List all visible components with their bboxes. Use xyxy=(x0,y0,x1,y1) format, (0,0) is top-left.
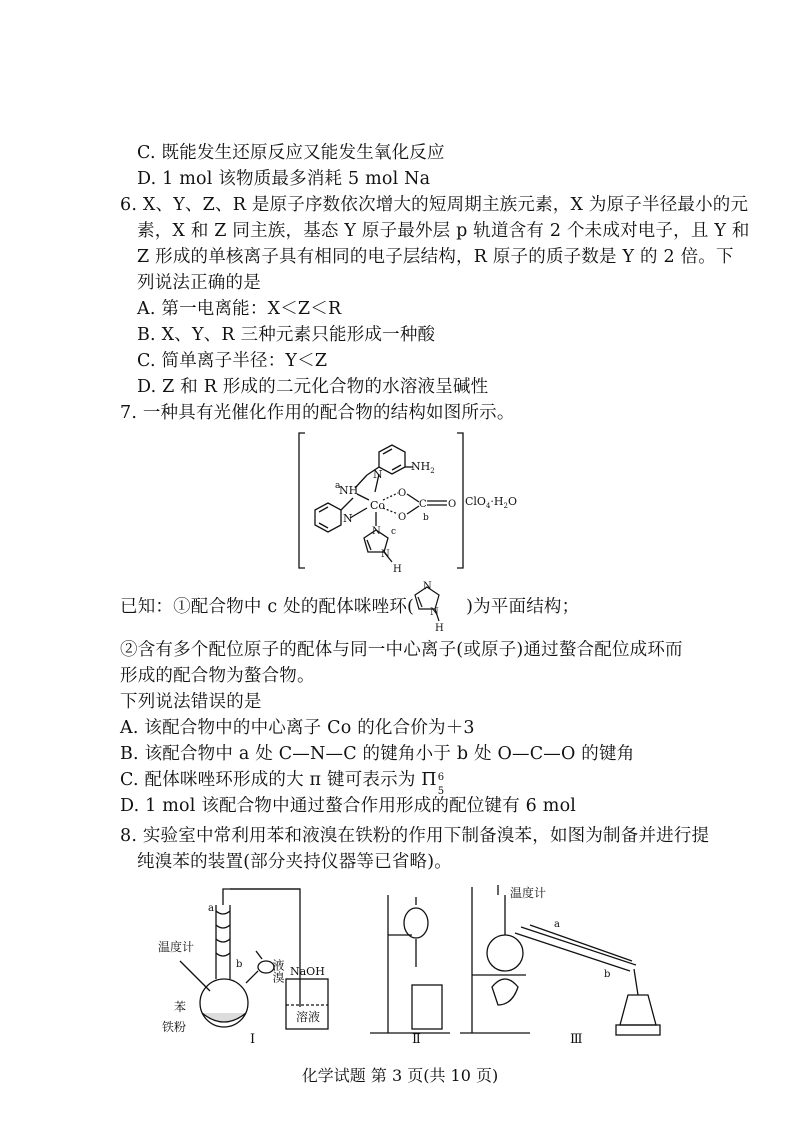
option-7a: A. 该配合物中的中心离子 Co 的化合价为＋3 xyxy=(120,718,475,738)
question-7-prompt: 下列说法错误的是 xyxy=(120,692,262,712)
imidazole-n-bottom: N xyxy=(381,549,390,560)
thermometer-label-III: 温度计 xyxy=(510,886,547,900)
option-6a: A. 第一电离能：X＜Z＜R xyxy=(137,299,342,319)
page-footer: 化学试题 第 3 页(共 10 页) xyxy=(301,1066,499,1085)
known-condition-2b: 形成的配合物为螯合物。 xyxy=(120,666,315,686)
apparatus-III-label: Ⅲ xyxy=(570,1032,583,1047)
label-b-I: b xyxy=(236,959,243,970)
question-6-line-2: 素，X 和 Z 同主族，基态 Y 原子最外层 p 轨道含有 2 个未成对电子，且 Y 和 xyxy=(137,221,750,241)
question-8-line-1: 8. 实验室中常利用苯和液溴在铁粉的作用下制备溴苯，如图为制备并进行提 xyxy=(120,826,710,846)
oxygen-bottom: O xyxy=(398,512,407,523)
imidazole-h: H xyxy=(435,623,444,633)
label-a-III: a xyxy=(554,919,560,930)
thermometer-label-I: 温度计 xyxy=(158,940,195,954)
imidazole-n-bottom: N xyxy=(430,607,439,618)
option-6d: D. Z 和 R 形成的二元化合物的水溶液呈碱性 xyxy=(137,377,489,397)
option-7b: B. 该配合物中 a 处 C—N—C 的键角小于 b 处 O—C—O 的键角 xyxy=(120,744,635,764)
option-5c: C. 既能发生还原反应又能发生氧化反应 xyxy=(137,143,445,163)
question-7-line-1: 7. 一种具有光催化作用的配合物的结构如图所示。 xyxy=(120,403,515,423)
imidazole-inline-figure xyxy=(405,575,455,633)
iron-powder-label: 铁粉 xyxy=(162,1020,187,1034)
label-b: b xyxy=(423,513,429,523)
question-6-line-4: 列说法正确的是 xyxy=(137,273,261,293)
imidazole-n-top: N xyxy=(372,526,381,537)
question-8-line-2: 纯溴苯的装置(部分夹持仪器等已省略)。 xyxy=(137,852,452,872)
known-condition-2: ②含有多个配位原子的配体与同一中心离子(或原子)通过螯合配位成环而 xyxy=(120,640,683,660)
label-c: c xyxy=(391,527,397,537)
counter-ion: $ClO_4\cdot H_2O$ xyxy=(465,495,518,510)
option-6c: C. 简单离子半径：Y＜Z xyxy=(137,351,328,371)
question-6-line-3: Z 形成的单核离子具有相同的电子层结构，R 原子的质子数是 Y 的 2 倍。下 xyxy=(137,247,734,267)
complex-structure-figure xyxy=(295,430,555,580)
nh2-label: $NH_2$ xyxy=(411,460,435,475)
option-7d: D. 1 mol 该配合物中通过螯合作用形成的配位键有 6 mol xyxy=(120,796,577,816)
apparatus-II-label: Ⅱ xyxy=(412,1032,421,1047)
cobalt-label: Co xyxy=(370,499,386,512)
naoh-label: NaOH xyxy=(290,965,325,978)
pyridine-n-left: N xyxy=(343,512,353,525)
question-6-line-1: 6. X、Y、Z、R 是原子序数依次增大的短周期主族元素，X 为原子半径最小的元 xyxy=(120,195,749,215)
solution-label: 溶液 xyxy=(296,1010,321,1024)
oxygen-top: O xyxy=(398,488,407,499)
option-7c: C. 配体咪唑环形成的大 π 键可表示为 Π 6 5 xyxy=(120,770,445,797)
amine-nh: NH xyxy=(339,484,359,497)
label-a-I: a xyxy=(208,903,214,914)
benzene-label: 苯 xyxy=(174,1000,187,1014)
pyridine-n-top: N xyxy=(373,468,383,481)
carbonate-carbon: C xyxy=(419,499,427,510)
known-condition-1: 已知：①配合物中 c 处的配体咪唑环( )为平面结构； xyxy=(120,597,580,617)
liquid-bromine-label: 液溴 xyxy=(271,959,285,983)
oxygen-double: O xyxy=(448,499,457,510)
label-b-III: b xyxy=(604,969,611,980)
apparatus-I-label: Ⅰ xyxy=(250,1032,256,1047)
option-5d: D. 1 mol 该物质最多消耗 5 mol Na xyxy=(137,169,431,189)
option-6b: B. X、Y、R 三种元素只能形成一种酸 xyxy=(137,325,436,345)
imidazole-h: H xyxy=(393,564,402,575)
imidazole-n-top: N xyxy=(423,581,432,592)
apparatus-figure xyxy=(150,875,680,1050)
label-a: a xyxy=(335,481,341,491)
